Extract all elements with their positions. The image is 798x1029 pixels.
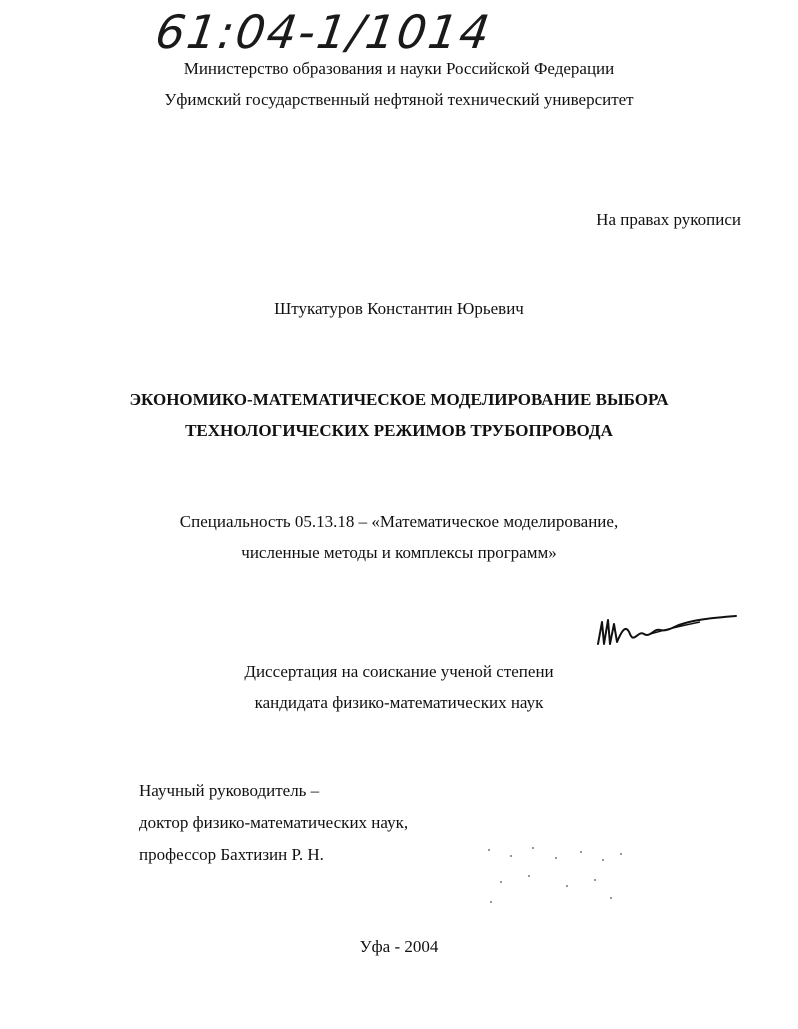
thesis-title-line-2: ТЕХНОЛОГИЧЕСКИХ РЕЖИМОВ ТРУБОПРОВОДА — [185, 421, 613, 440]
ministry-line: Министерство образования и науки Российской Федерации — [183, 59, 615, 78]
dissertation-line-1: Диссертация на соискание ученой степени — [244, 662, 554, 681]
supervisor-line-3: профессор Бахтизин Р. Н. — [139, 845, 324, 864]
university-line: Уфимский государственный нефтяной технический университет — [164, 90, 634, 109]
dissertation-line-2: кандидата физико-математических наук — [254, 693, 544, 712]
author-name: Штукатуров Константин Юрьевич — [274, 299, 524, 318]
speciality-line-1: Специальность 05.13.18 – «Математическое моделирование, — [179, 512, 619, 531]
signature-scribble — [590, 600, 740, 660]
thesis-title-line-1: ЭКОНОМИКО-МАТЕМАТИЧЕСКОЕ МОДЕЛИРОВАНИЕ ВЫБОРА — [129, 390, 669, 409]
manuscript-rights: На правах рукописи — [596, 210, 741, 229]
scan-noise-specks — [470, 835, 640, 915]
handwritten-archive-number: 61:04-1/1014 — [152, 5, 495, 59]
supervisor-line-1: Научный руководитель – — [139, 781, 320, 800]
speciality-line-2: численные методы и комплексы программ» — [241, 543, 557, 562]
supervisor-line-2: доктор физико-математических наук, — [139, 813, 409, 832]
city-year: Уфа - 2004 — [359, 937, 439, 956]
